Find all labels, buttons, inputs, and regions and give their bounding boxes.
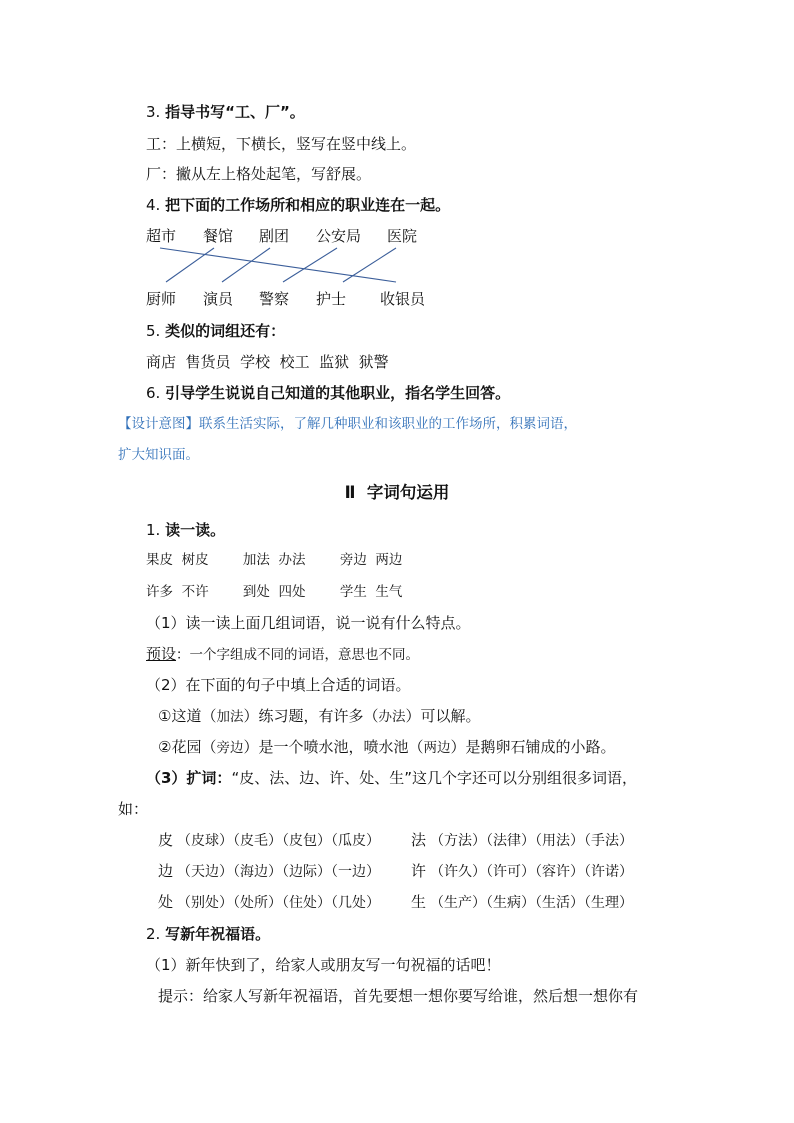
match-line (283, 248, 337, 282)
item-title: 写新年祝福语。 (165, 925, 271, 943)
grid-words: （许久）（许可）（容许）（许诺） (430, 864, 634, 880)
head-char: 许 (411, 862, 427, 880)
item-number: 3. (146, 103, 161, 121)
fill-answer: 加法 (216, 709, 244, 725)
match-line (160, 248, 396, 282)
sub-question: （1）读一读上面几组词语，说一说有什么特点。 (146, 614, 471, 632)
word-grid-row (158, 892, 380, 913)
item-number: 2. (146, 925, 161, 943)
job-word: 收银员 (380, 290, 426, 308)
sentence-part: ）可以解。 (405, 707, 481, 725)
job-word: 警察 (259, 290, 290, 308)
job-word: 护士 (316, 290, 347, 308)
word-list: 商店 售货员 学校 校工 监狱 狱警 (146, 353, 389, 371)
place-word: 公安局 (316, 227, 362, 245)
job-word: 厨师 (146, 290, 177, 308)
fill-sentence (158, 706, 480, 727)
place-word: 餐馆 (203, 227, 234, 245)
hint-text: 提示：给家人写新年祝福语，首先要想一想你要写给谁，然后想一想你有 (158, 987, 639, 1005)
design-intent (118, 414, 577, 434)
sub-question: （1）新年快到了，给家人或朋友写一句祝福的话吧！ (146, 956, 501, 974)
text-line: 工：上横短，下横长，竖写在竖中线上。 (146, 135, 417, 153)
sentence-part: ）是一个喷水池，喷水池（ (243, 738, 424, 756)
grid-words: （方法）（法律）（用法）（手法） (430, 833, 634, 849)
word-grid-row (411, 861, 633, 882)
job-word: 演员 (203, 290, 234, 308)
place-word: 剧团 (259, 227, 290, 245)
place-word: 医院 (387, 227, 418, 245)
head-char: 生 (411, 893, 427, 911)
item-title: 类似的词组还有： (165, 322, 286, 340)
head-char: 皮 (158, 831, 174, 849)
match-line (343, 248, 396, 282)
design-intent-cont: 扩大知识面。 (118, 447, 199, 463)
q2-heading (146, 924, 270, 944)
preset-answer (146, 644, 419, 665)
sentence-part: ）练习题，有许多（ (243, 707, 379, 725)
word-grid-row (411, 830, 633, 851)
grid-words: （生产）（生病）（生活）（生理） (430, 895, 634, 911)
item-number: 6. (146, 384, 161, 402)
item-5-heading (146, 321, 285, 341)
head-char: 处 (158, 893, 174, 911)
sentence-part: ①这道（ (158, 707, 217, 725)
expand-label: （3）扩词： (146, 769, 232, 787)
preset-text: ：一个字组成不同的词语，意思也不同。 (176, 647, 420, 663)
word-grid-row (411, 892, 633, 913)
sentence-part: ）是鹅卵石铺成的小路。 (450, 738, 616, 756)
design-tag: 【设计意图】 (118, 416, 199, 432)
word-grid-row (158, 861, 380, 882)
grid-words: （天边）（海边）（边际）（一边） (177, 864, 381, 880)
item-title: 读一读。 (165, 521, 226, 539)
design-text: 联系生活实际，了解几种职业和该职业的工作场所，积累词语， (199, 416, 577, 432)
expand-cont: 如： (118, 800, 149, 818)
q1-heading (146, 520, 225, 540)
place-word: 超市 (146, 227, 177, 245)
fill-answer: 办法 (378, 709, 406, 725)
sentence-part: ②花园（ (158, 738, 217, 756)
item-title: 指导书写“工、厂”。 (165, 103, 305, 121)
section-title: Ⅱ 字词句运用 (344, 483, 450, 502)
head-char: 法 (411, 831, 427, 849)
match-line (222, 248, 270, 282)
head-char: 边 (158, 862, 174, 880)
fill-sentence (158, 737, 615, 758)
item-number: 1. (146, 521, 161, 539)
fill-answer: 旁边 (216, 740, 244, 756)
word-grid-row (158, 830, 380, 851)
sub-question: （2）在下面的句子中填上合适的词语。 (146, 676, 411, 694)
item-number: 4. (146, 196, 161, 214)
reading-row: 果皮 树皮 加法 办法 旁边 两边 (146, 552, 403, 568)
match-line (166, 248, 214, 282)
item-number: 5. (146, 322, 161, 340)
grid-words: （别处）（处所）（住处）（几处） (177, 895, 381, 911)
item-title: 引导学生说说自己知道的其他职业，指名学生回答。 (165, 384, 511, 402)
reading-row: 许多 不许 到处 四处 学生 生气 (146, 584, 403, 600)
grid-words: （皮球）（皮毛）（皮包）（瓜皮） (177, 833, 381, 849)
item-6-heading (146, 383, 510, 403)
text-line: 厂：撇从左上格处起笔，写舒展。 (146, 165, 372, 183)
item-title: 把下面的工作场所和相应的职业连在一起。 (165, 196, 451, 214)
preset-label: 预设 (146, 645, 177, 663)
fill-answer: 两边 (423, 740, 451, 756)
expand-text: “皮、法、边、许、处、生”这几个字还可以分别组很多词语， (231, 769, 637, 787)
expand-words (146, 768, 637, 788)
